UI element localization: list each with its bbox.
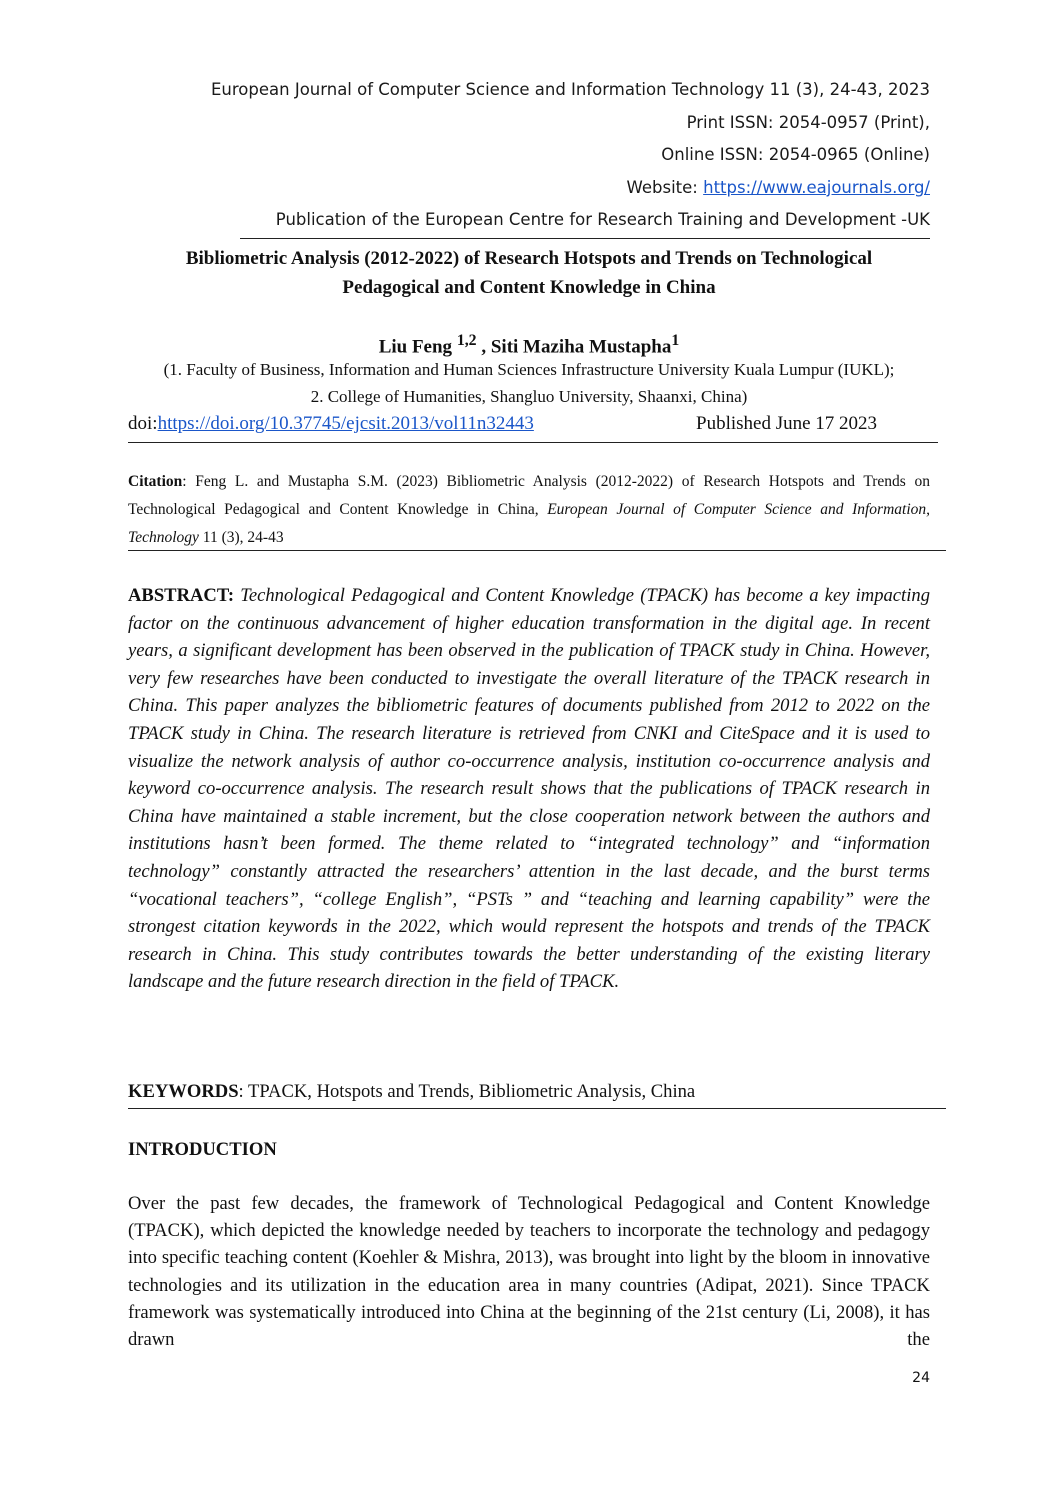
citation-text: : Feng L. and Mustapha S.M. (2023) Bibliometric Analysis (2012-2022) of Research Hotspots and Trends on Technological Pedagogical and Content Knowledge in China, <box>128 473 930 518</box>
website-link[interactable]: https://www.eajournals.org/ <box>703 177 930 197</box>
publisher-text: Publication of the European Centre for Research Training and Development -UK <box>240 204 930 239</box>
affiliation-line-1: (1. Faculty of Business, Information and Human Sciences Infrastructure University Kuala Lumpur (IUKL); <box>163 360 895 379</box>
abstract-block <box>128 582 930 996</box>
keywords-line <box>128 1078 946 1109</box>
author-1: Liu Feng <box>378 336 457 358</box>
citation-block <box>128 468 930 552</box>
affiliation-line-2: 2. College of Humanities, Shangluo University, Shaanxi, China) <box>310 387 748 406</box>
journal-header <box>130 74 930 239</box>
citation-journal: European Journal of Computer Science and Information, Technology <box>128 501 930 546</box>
keywords-text: : TPACK, Hotspots and Trends, Bibliometric Analysis, China <box>238 1081 696 1102</box>
journal-citation-line: European Journal of Computer Science and Information Technology 11 (3), 24-43, 2023 <box>210 80 930 99</box>
doi-prefix: doi: <box>128 413 158 434</box>
author-2-affiliation-marker: 1 <box>671 332 680 349</box>
published-date: Published June 17 2023 <box>696 413 878 434</box>
page-number: 24 <box>912 1370 930 1386</box>
title-line-2: Pedagogical and Content Knowledge in China <box>342 277 716 298</box>
online-issn: Online ISSN: 2054-0965 (Online) <box>661 145 930 165</box>
keywords-label: KEYWORDS <box>128 1081 239 1102</box>
author-separator: , <box>476 336 491 358</box>
citation-volume: 11 (3), 24-43 <box>198 529 284 546</box>
abstract-label: ABSTRACT: <box>128 585 241 606</box>
publisher-line <box>130 204 930 239</box>
author-2: Siti Maziha Mustapha <box>490 336 672 358</box>
title-line-1: Bibliometric Analysis (2012-2022) of Research Hotspots and Trends on Technological <box>185 248 873 269</box>
citation-label: Citation <box>128 473 183 490</box>
affiliations <box>120 356 938 410</box>
introduction-heading: INTRODUCTION <box>128 1139 277 1160</box>
print-issn: Print ISSN: 2054-0957 (Print), <box>686 112 930 132</box>
doi-line <box>128 410 938 443</box>
website-line <box>130 172 930 205</box>
doi-link[interactable]: https://doi.org/10.37745/ejcsit.2013/vol11n32443 <box>157 413 534 434</box>
author-1-affiliation-marker: 1,2 <box>456 332 477 349</box>
website-label: Website: <box>626 177 704 197</box>
abstract-text: Technological Pedagogical and Content Knowledge (TPACK) has become a key impacting factor on the continuous advancement of higher education transformation in the digital age. In recent years, a significant development has been observed in the publication of TPACK study in China. However, very few researches have been conducted to investigate the overall literature of the TPACK research in China. This paper analyzes the bibliometric features of documents published from 2012 to 2022 on the TPACK study in China. The research literature is retrieved from CNKI and CiteSpace and it is used to visualize the network analysis of author co-occurrence analysis, institution co-occurrence analysis and keyword co-occurrence analysis. The research result shows that the publications of TPACK research in China have maintained a stable increment, but the close cooperation network between the authors and institutions hasn’t been formed. The theme related to “integrated technology” and “information technology” constantly attracted the researchers’ attention in the last decade, and the burst terms “vocational teachers”, “college English”, “PSTs ” and “teaching and learning capability” were the strongest citation keywords in the 2022, which would represent the hotspots and trends of the TPACK research in China. This study contributes towards the better understanding of the existing literary landscape and the future research direction in the field of TPACK. <box>128 585 930 993</box>
paper-title <box>128 244 930 302</box>
citation-divider <box>128 550 946 551</box>
introduction-paragraph: Over the past few decades, the framework of Technological Pedagogical and Content Knowledge (TPACK), which depicted the knowledge needed by teachers to incorporate the technology and pedagogy into specific teaching content (Koehler & Mishra, 2013), was brought into light by the bloom in innovative technologies and its utilization in the education area in many countries (Adipat, 2021). Since TPACK framework was systematically introduced into China at the beginning of the 21st century (Li, 2008), it has drawn the <box>128 1193 930 1351</box>
